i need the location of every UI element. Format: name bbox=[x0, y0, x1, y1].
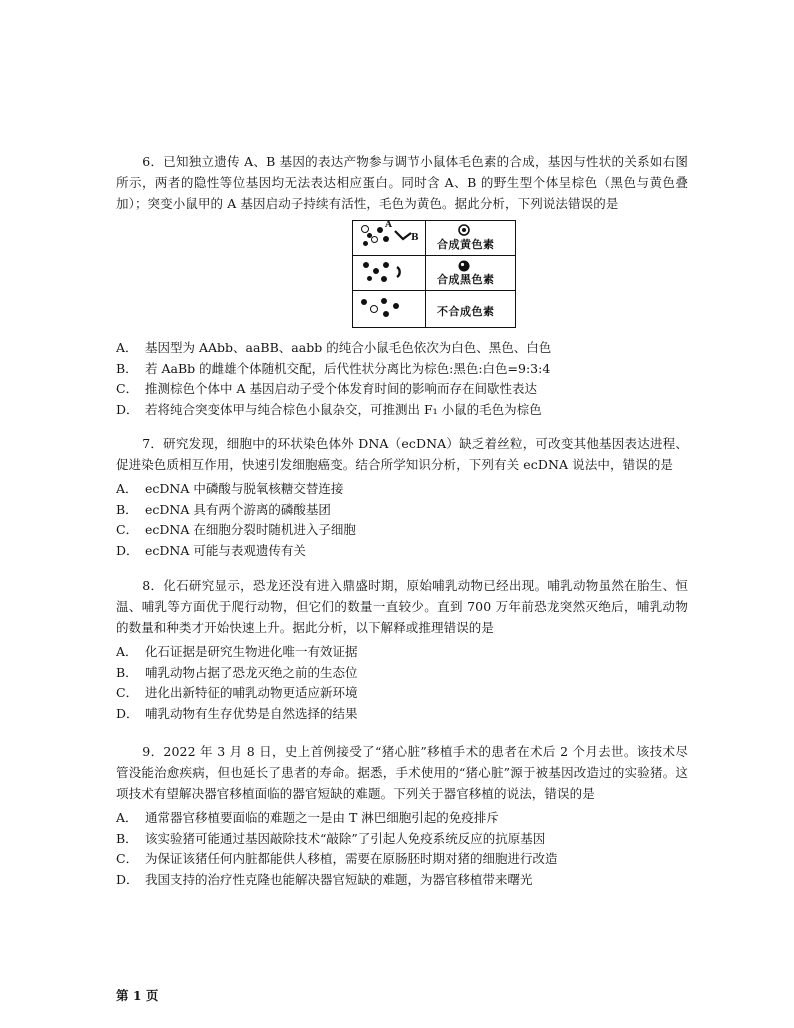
protein-ring bbox=[370, 305, 378, 313]
question-9 bbox=[116, 741, 688, 890]
protein-dot bbox=[393, 303, 399, 309]
protein-ring bbox=[371, 236, 378, 243]
protein-dot bbox=[367, 276, 372, 281]
question-6 bbox=[116, 151, 688, 214]
option-6d[interactable]: D． 若将纯合突变体甲与纯合棕色小鼠杂交，可推测出 F₁ 小鼠的毛色为棕色 bbox=[116, 401, 542, 417]
question-9-stem: 9．2022 年 3 月 8 日，史上首例接受了“猪心脏”移植手术的患者在术后 2 个月去世。该技术尽管没能治愈疾病，但也延长了患者的寿命。据悉，手术使用的“猪心脏”源于被基因改造过的实验猪。这项技术有望解决器官移植面临的器官短缺的难题。下列关于器官移植的说法，错误的是 bbox=[116, 744, 688, 801]
gene-pigment-figure bbox=[352, 220, 516, 328]
option-8c[interactable]: C． 进化出新特征的哺乳动物更适应新环境 bbox=[116, 685, 358, 700]
option-6c[interactable]: C． 推测棕色个体中 A 基因启动子受个体发育时间的影响而存在间歇性表达 bbox=[116, 381, 537, 396]
question-7-stem: 7．研究发现，细胞中的环状染色体外 DNA（ecDNA）缺乏着丝粒，可改变其他基因表达进程、促进染色质相互作用，快速引发细胞癌变。结合所学知识分析，下列有关 ecDNA 说法中，错误的是 bbox=[116, 436, 688, 472]
gene-a-label: A bbox=[385, 220, 392, 230]
option-7a[interactable]: A． ecDNA 中磷酸与脱氧核糖交替连接 bbox=[116, 481, 344, 496]
option-8a[interactable]: A． 化石证据是研究生物进化唯一有效证据 bbox=[116, 644, 358, 659]
question-6-option-list bbox=[116, 338, 688, 420]
pigment-swirl-icon bbox=[457, 224, 471, 236]
question-7-option-list bbox=[116, 479, 688, 561]
protein-dot bbox=[377, 227, 383, 233]
option-6b[interactable]: B． 若 AaBb 的雌雄个体随机交配，后代性状分离比为棕色:黑色:白色=9:3:4 bbox=[116, 360, 551, 376]
question-8-stem: 8．化石研究显示，恐龙还没有进入鼎盛时期，原始哺乳动物已经出现。哺乳动物虽然在胎生、恒温、哺乳等方面优于爬行动物，但它们的数量一直较少。直到 700 万年前恐龙突然灭绝后，哺乳动物的数量和种类才开始快速上升。据此分析，以下解释或推理错误的是 bbox=[116, 578, 688, 635]
question-7 bbox=[116, 433, 688, 561]
option-7b[interactable]: B． ecDNA 具有两个游离的磷酸基团 bbox=[116, 501, 331, 517]
protein-dot bbox=[383, 311, 389, 317]
option-6a[interactable]: A． 基因型为 AAbb、aaBB、aabb 的纯合小鼠毛色依次为白色、黑色、白色 bbox=[116, 340, 552, 355]
crescent-protein-icon bbox=[393, 265, 407, 279]
option-9d[interactable]: D． 我国支持的治疗性克隆也能解决器官短缺的难题，为器官移植带来曙光 bbox=[116, 871, 533, 887]
option-8b[interactable]: B． 哺乳动物占据了恐龙灭绝之前的生态位 bbox=[116, 664, 358, 680]
question-9-option-list bbox=[116, 808, 688, 890]
gene-b-label: B bbox=[411, 233, 419, 243]
protein-dot bbox=[363, 241, 368, 246]
figure-label-yellow: 合成黄色素 bbox=[437, 238, 495, 251]
figure-label-black: 合成黑色素 bbox=[437, 273, 495, 286]
option-9c[interactable]: C． 为保证该猪任何内脏都能供人移植，需要在原肠胚时期对猪的细胞进行改造 bbox=[116, 851, 558, 866]
question-8-option-list bbox=[116, 642, 688, 724]
question-8 bbox=[116, 575, 688, 724]
protein-dot bbox=[381, 298, 387, 304]
protein-dot bbox=[383, 236, 389, 242]
figure-row-none bbox=[353, 291, 515, 327]
option-9a[interactable]: A． 通常器官移植要面临的难题之一是由 T 淋巴细胞引起的免疫排斥 bbox=[116, 810, 499, 825]
figure-row-black bbox=[353, 256, 515, 291]
question-6-stem: 6．已知独立遗传 A、B 基因的表达产物参与调节小鼠体毛色素的合成，基因与性状的关系如右图所示，两者的隐性等位基因均无法表达相应蛋白。同时含 A、B 的野生型个体呈棕色（黑色与黄色叠加）；突变小鼠甲的 A 基因启动子持续有活性，毛色为黄色。据此分析，下列说法错误的是 bbox=[116, 154, 688, 211]
option-7d[interactable]: D． ecDNA 可能与表观遗传有关 bbox=[116, 542, 306, 558]
option-8d[interactable]: D． 哺乳动物有生存优势是自然选择的结果 bbox=[116, 705, 358, 721]
protein-dot bbox=[363, 262, 369, 268]
protein-dot bbox=[373, 268, 379, 274]
option-7c[interactable]: C． ecDNA 在细胞分裂时随机进入子细胞 bbox=[116, 522, 356, 537]
figure-row-yellow bbox=[353, 221, 515, 256]
question-6-options bbox=[116, 334, 688, 420]
page-number: 第 1 页 bbox=[116, 988, 159, 1003]
protein-dot bbox=[361, 299, 367, 305]
option-9b[interactable]: B． 该实验猪可能通过基因敲除技术“敲除”了引起人免疫系统反应的抗原基因 bbox=[116, 830, 546, 846]
protein-dot bbox=[381, 276, 387, 282]
protein-ring bbox=[361, 225, 369, 233]
figure-label-none: 不合成色素 bbox=[437, 305, 495, 318]
protein-dot bbox=[383, 262, 389, 268]
